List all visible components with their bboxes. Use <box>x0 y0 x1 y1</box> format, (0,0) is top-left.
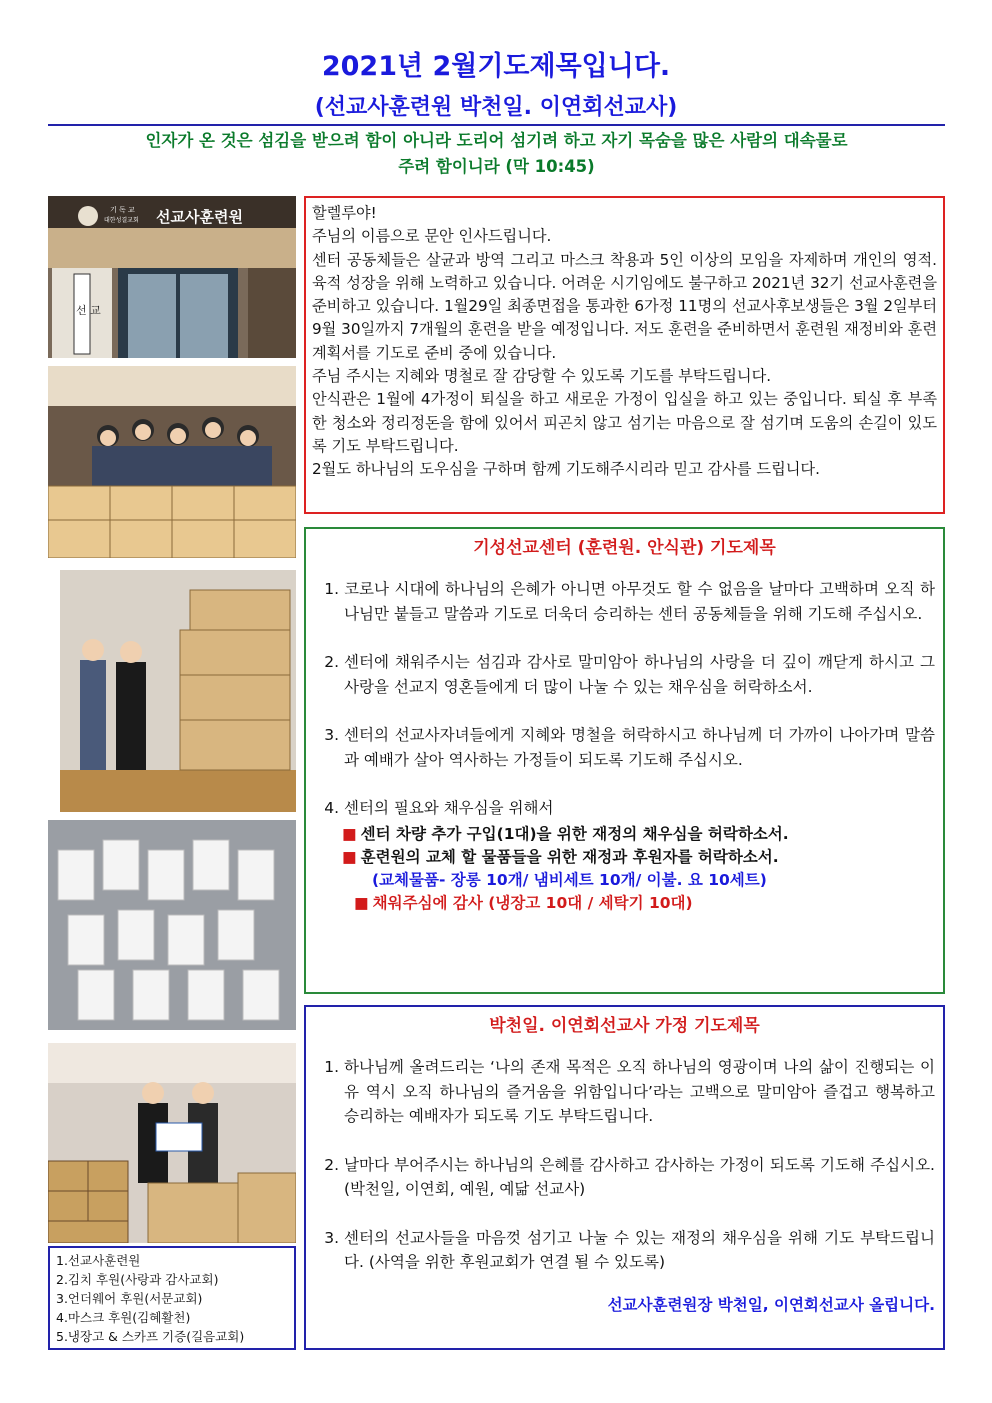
prayer-item: 1. 코로나 시대에 하나님의 은혜가 아니면 아무것도 할 수 없음을 날마다 고백하며 오직 하나님만 붙들고 말씀과 기도로 더욱더 승리하는 센터 공동체들을 위해 기도해 주십시오. <box>344 577 935 626</box>
bullet-icon: ■ <box>354 893 369 912</box>
family-prayer-list <box>314 1055 935 1275</box>
caption-item: 5.냉장고 & 스카프 기증(길음교회) <box>56 1329 245 1344</box>
caption-item: 1.선교사훈련원 <box>56 1253 141 1268</box>
page-title: 2021년 2월기도제목입니다. <box>321 51 671 82</box>
sign-line2: 대한성결교회 <box>104 217 139 224</box>
photo-fridge-donation <box>48 1043 296 1243</box>
greeting-paragraph: 할렐루야! <box>312 204 377 222</box>
caption-item: 2.김치 후원(사랑과 감사교회) <box>56 1272 219 1287</box>
photo-mask-donation <box>48 820 296 1030</box>
bullet-icon: ■ <box>342 824 357 843</box>
bullet-icon: ■ <box>342 847 357 866</box>
prayer-item: 2. 센터에 채워주시는 섬김과 감사로 말미암아 하나님의 사랑을 더 깊이 깨닫게 하시고 그 사랑을 선교지 영혼들에게 더 많이 나눌 수 있는 채우심을 허락하소서. <box>344 650 935 699</box>
greeting-paragraph: 주님의 이름으로 문안 인사드립니다. <box>312 227 552 246</box>
sub-item-vehicle <box>342 823 935 846</box>
sub-item-text: 채워주심에 감사 (냉장고 10대 / 세탁기 10대) <box>372 893 693 912</box>
prayer-item <box>344 796 935 821</box>
verse-line-1: 인자가 온 것은 섬김을 받으려 함이 아니라 도리어 섬기려 하고 자기 목숨을 많은 사람의 대속물로 <box>145 131 848 150</box>
sign-side: 선 교 <box>76 304 101 317</box>
family-prayer-box <box>304 1005 945 1350</box>
signature: 선교사훈련원장 박천일, 이연회선교사 올립니다. <box>607 1295 935 1314</box>
greeting-paragraph: 안식관은 1월에 4가정이 퇴실을 하고 새로운 가정이 입실을 하고 있는 중입니다. 퇴실 후 부족한 청소와 정리정돈을 함에 있어서 피곤치 않고 섬기는 마음으로 잘 섬기며 도움의 손길이 있도록 기도 부탁드립니다. <box>312 390 937 455</box>
photo-captions <box>48 1246 296 1350</box>
verse-line-2: 주려 함이니라 (막 10:45) <box>398 157 595 176</box>
center-prayer-box <box>304 527 945 994</box>
family-prayer-title: 박천일. 이연회선교사 가정 기도제목 <box>489 1016 760 1036</box>
sub-item-thanks <box>354 892 935 915</box>
prayer-item-text: 센터의 필요와 채우심을 위해서 <box>344 799 554 817</box>
greeting-text <box>312 202 937 482</box>
sub-item-text: 훈련원의 교체 할 물품들을 위한 재정과 후원자를 허락하소서. <box>360 847 779 866</box>
page-subtitle: (선교사훈련원 박천일. 이연회선교사) <box>314 95 678 120</box>
sub-item-supplies <box>342 846 935 869</box>
sign-main: 선교사훈련원 <box>156 208 243 226</box>
greeting-paragraph: 2월도 하나님의 도우심을 구하며 함께 기도해주시리라 믿고 감사를 드립니다. <box>312 460 820 479</box>
photo-underwear-donation <box>60 570 296 812</box>
supplies-note: (교체물품- 장롱 10개/ 냄비세트 10개/ 이불. 요 10세트) <box>372 870 767 889</box>
sub-item-text: 센터 차량 추가 구입(1대)을 위한 재정의 채우심을 허락하소서. <box>360 824 789 843</box>
greeting-box <box>304 196 945 514</box>
greeting-paragraph: 센터 공동체들은 살균과 방역 그리고 마스크 착용과 5인 이상의 모임을 자제하며 개인의 영적. 육적 성장을 위해 노력하고 있습니다. 어려운 시기임에도 불구하고 2021년 32기 선교사훈련을 준비하고 있습니다. 1월29일 최종면접을 통과한 6가정 11명의 선교사후보생들은 3월 2일부터 9월 30일까지 7개월의 훈련을 받을 예정입니다. 저도 훈련을 준비하면서 훈련원 재정비와 훈련 계획서를 기도로 준비 중에 있습니다. <box>312 250 937 362</box>
photo-kimchi-donation <box>48 366 296 558</box>
caption-item: 4.마스크 후원(김혜활천) <box>56 1310 191 1325</box>
sign-line1: 기 독 교 <box>110 206 135 214</box>
center-prayer-list <box>314 577 935 821</box>
greeting-paragraph: 주님 주시는 지혜와 명철로 잘 감당할 수 있도록 기도를 부탁드립니다. <box>312 367 772 386</box>
divider <box>48 124 945 126</box>
prayer-item: 3. 센터의 선교사들을 마음껏 섬기고 나눌 수 있는 재정의 채우심을 위해 기도 부탁드립니다. (사역을 위한 후원교회가 연결 될 수 있도록) <box>344 1226 935 1275</box>
prayer-item: 3. 센터의 선교사자녀들에게 지혜와 명철을 허락하시고 하나님께 더 가까이 나아가며 말씀과 예배가 살아 역사하는 가정들이 되도록 기도해 주십시오. <box>344 723 935 772</box>
photo-training-center <box>48 196 296 358</box>
prayer-item: 1. 하나님께 올려드리는 ‘나의 존재 목적은 오직 하나님의 영광이며 나의 삶이 진행되는 이유 역시 오직 하나님의 즐거움을 위함입니다’라는 고백으로 말미암아 즐겁고 행복하고 승리하는 예배자가 되도록 기도 부탁드립니다. <box>344 1055 935 1129</box>
caption-item: 3.언더웨어 후원(서문교회) <box>56 1291 203 1306</box>
prayer-item: 2. 날마다 부어주시는 하나님의 은혜를 감사하고 감사하는 가정이 되도록 기도해 주십시오. (박천일, 이연회, 예원, 예닮 선교사) <box>344 1153 935 1202</box>
center-prayer-title: 기성선교센터 (훈련원. 안식관) 기도제목 <box>473 538 776 558</box>
